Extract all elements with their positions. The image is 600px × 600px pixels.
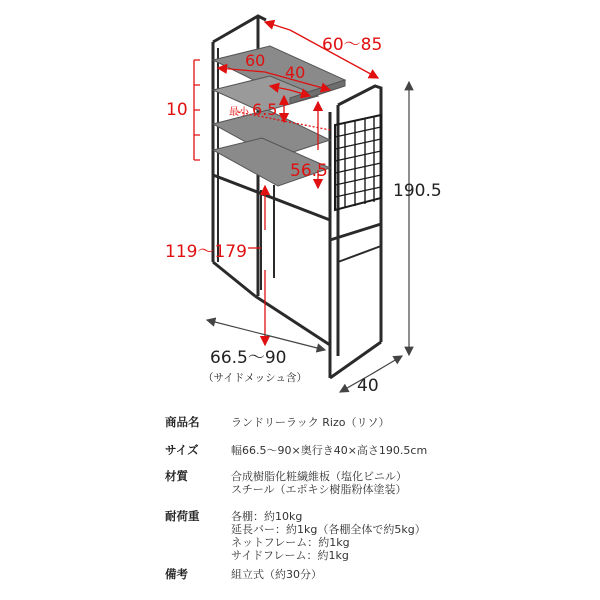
spec-value: サイドフレーム：約1kg (231, 549, 349, 562)
dim-width-note-label: （サイドメッシュ含） (203, 372, 307, 384)
dim-min-gap-label: 6.5 (252, 100, 278, 119)
dim-inner-top-label: 40 (285, 63, 306, 82)
spec-value: 合成樹脂化粧繊維板（塩化ビニル） (231, 470, 407, 483)
spec-label: サイズ (165, 443, 199, 457)
spec-label: 備考 (165, 567, 188, 581)
spec-value: ネットフレーム：約1kg (231, 536, 350, 549)
spec-value: 延長バー：約1kg（各棚全体で約5kg） (231, 523, 426, 536)
spec-value: 各棚：約10kg (231, 510, 303, 523)
dim-shelf-pitch-label: 10 (166, 100, 188, 120)
dim-width-bottom-label: 66.5～90 (210, 348, 287, 368)
dim-mid-height-label: 56.5 (290, 161, 328, 181)
dim-min-gap-prefix: 最小 (229, 107, 249, 118)
spec-label: 材質 (165, 469, 188, 483)
dim-depth-top-label: 60 (245, 51, 266, 70)
spec-value: ランドリーラック Rizo（リソ） (231, 416, 390, 429)
side-mesh-net (335, 115, 381, 210)
dim-width-top-label: 60～85 (322, 35, 383, 55)
dim-bar-height-label: 119～179 (165, 242, 247, 262)
spec-value: 幅66.5～90×奥行き40×高さ190.5cm (231, 444, 428, 457)
spec-label: 耐荷重 (165, 509, 200, 523)
spec-label: 商品名 (165, 415, 200, 429)
dim-total-height-label: 190.5 (393, 181, 442, 201)
spec-value: 組立式（約30分） (231, 568, 322, 581)
spec-value: スチール（エポキシ樹脂粉体塗装） (231, 483, 407, 496)
dim-depth-bottom-label: 40 (357, 376, 379, 396)
